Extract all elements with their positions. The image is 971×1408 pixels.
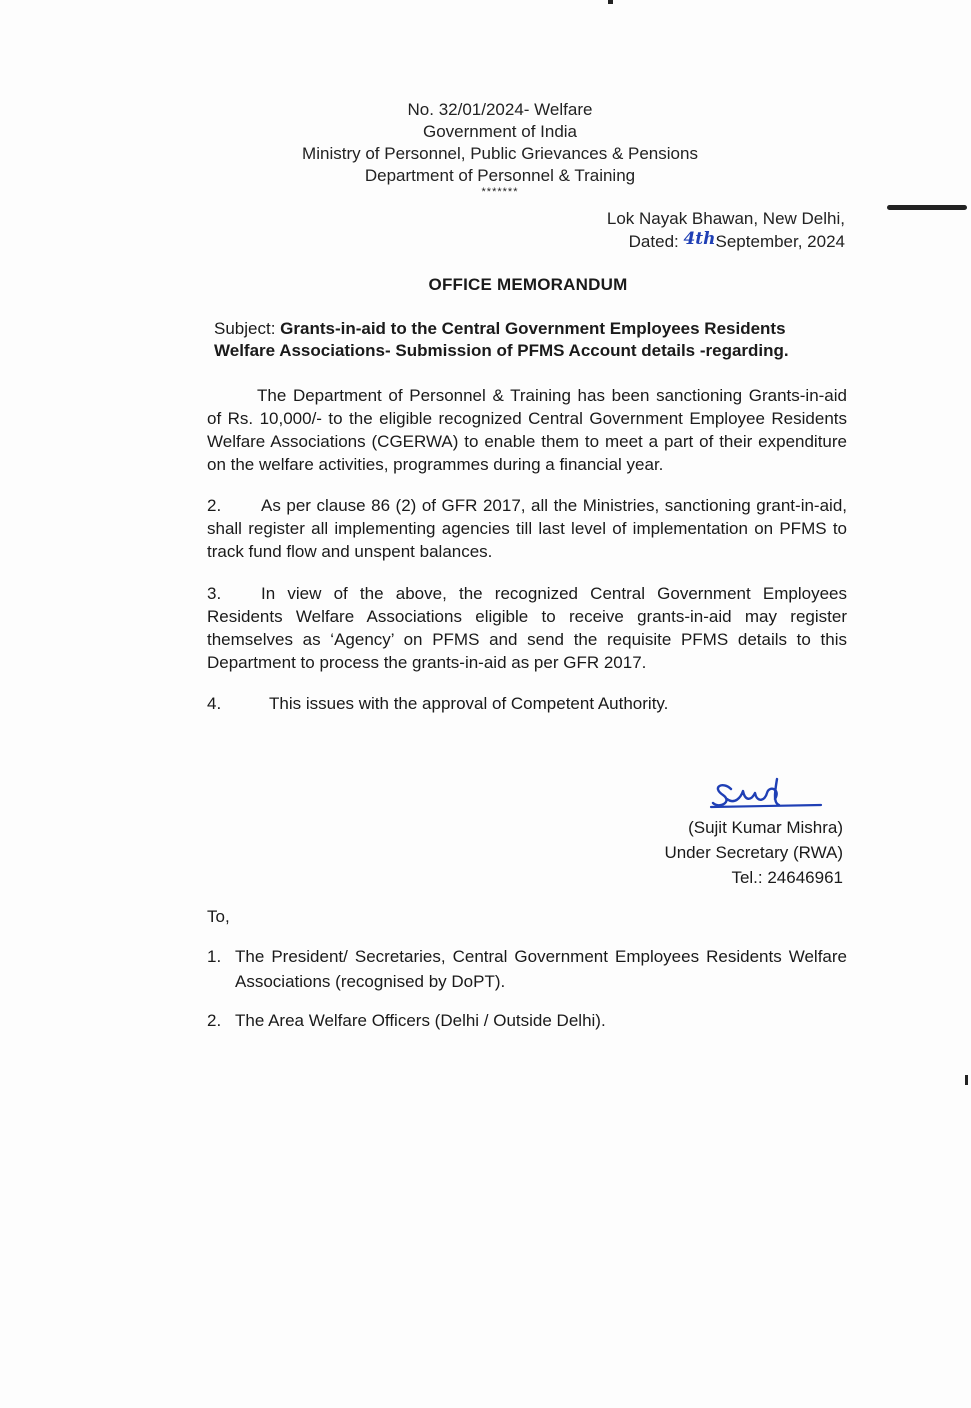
recipient-item [207, 1008, 847, 1033]
scan-right-speck [965, 1075, 968, 1085]
place-and-date [607, 207, 845, 254]
date-month-year: September, 2024 [715, 232, 845, 251]
scan-edge-mark [887, 205, 967, 210]
paragraph-2 [207, 494, 847, 563]
paragraph-text: In view of the above, the recognized Central Government Employees Residents Welfare Associations eligible to receive grants-in-aid may register themselves as ‘Agency’ on PFMS and send the requisite PFMS details to this Department to process the grants-in-aid as per GFR 2017. [207, 584, 847, 672]
paragraph-text: This issues with the approval of Competent Authority. [269, 694, 669, 713]
recipient-number: 2. [207, 1011, 222, 1030]
recipient-list [207, 944, 847, 1047]
paragraph-number: 2. [207, 496, 222, 515]
to-label: To, [207, 907, 230, 926]
subject-text: Grants-in-aid to the Central Government Employees Residents Welfare Associations- Submission of PFMS Account details -regarding. [214, 319, 789, 360]
date-label: Dated: [628, 232, 684, 251]
date-line [607, 230, 845, 254]
file-number: No. 32/01/2024- Welfare [407, 100, 593, 119]
header-separator: ******* [481, 186, 519, 198]
paragraph-number: 3. [207, 584, 222, 603]
handwritten-day: 4th [683, 229, 716, 249]
recipient-text: The Area Welfare Officers (Delhi / Outside Delhi). [235, 1011, 606, 1030]
letterhead [250, 99, 750, 197]
place: Lok Nayak Bhawan, New Delhi, [606, 209, 845, 228]
department-name: Department of Personnel & Training [364, 166, 636, 185]
subject [214, 318, 849, 362]
ministry-name: Ministry of Personnel, Public Grievances & Pensions [302, 144, 698, 163]
signatory-telephone: Tel.: 24646961 [731, 868, 843, 887]
paragraph-4 [207, 692, 847, 715]
paragraph-text: The Department of Personnel & Training has been sanctioning Grants-in-aid of Rs. 10,000/- to the eligible recognized Central Government Employee Residents Welfare Associations (CGERWA) to enable them to meet a part of their expenditure on the welfare activities, programmes during a financial year. [207, 386, 847, 474]
paragraph-text: As per clause 86 (2) of GFR 2017, all the Ministries, sanctioning grant-in-aid, shall register all implementing agencies till last level of implementation on PFMS to track fund flow and unspent balances. [207, 496, 847, 561]
signatory-designation: Under Secretary (RWA) [664, 843, 843, 862]
subject-label: Subject: [214, 319, 281, 338]
paragraph-3 [207, 582, 847, 674]
scan-top-speck [608, 0, 613, 4]
recipient-item [207, 944, 847, 994]
signatory-name: (Sujit Kumar Mishra) [688, 818, 843, 837]
recipient-text: The President/ Secretaries, Central Government Employees Residents Welfare Associations (recognised by DoPT). [235, 947, 847, 991]
signature-block [664, 775, 843, 890]
handwritten-signature [709, 775, 829, 815]
memo-title: OFFICE MEMORANDUM [428, 275, 628, 294]
government-name: Government of India [422, 122, 578, 141]
paragraph-1 [207, 384, 847, 476]
recipient-number: 1. [207, 947, 222, 966]
paragraph-number: 4. [207, 694, 222, 713]
